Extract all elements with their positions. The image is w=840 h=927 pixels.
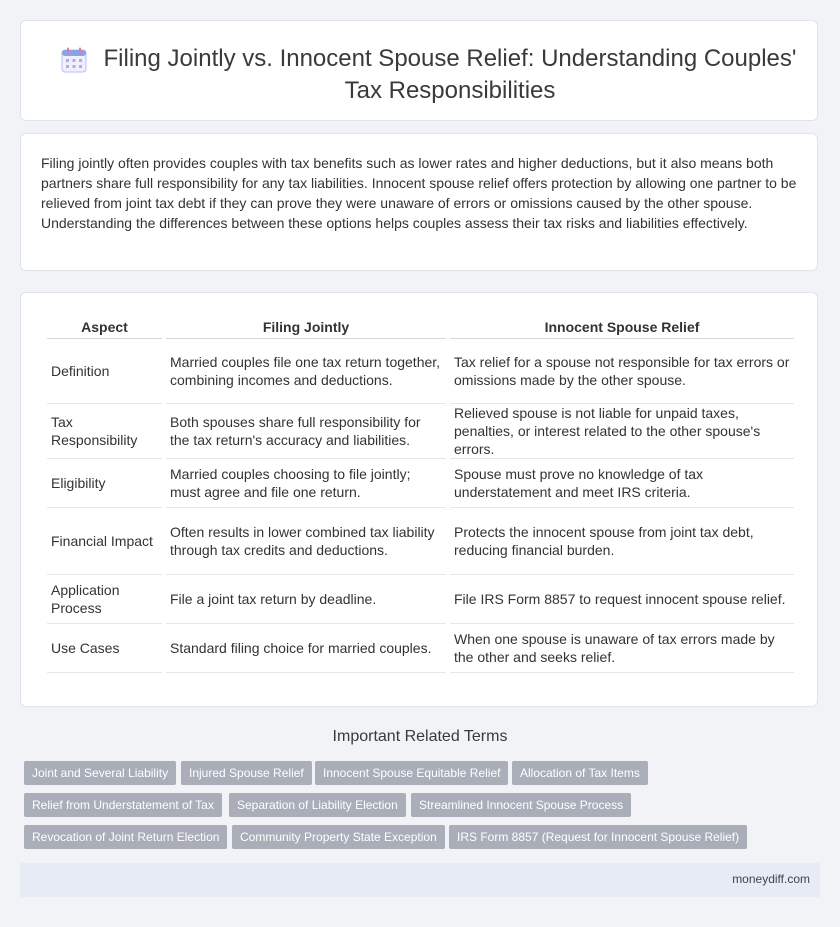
related-term-tag[interactable]: Separation of Liability Election [229,793,406,817]
table-row [47,339,794,404]
cell-aspect: Use Cases [47,624,162,673]
cell-filing-jointly: File a joint tax return by deadline. [166,575,446,624]
cell-aspect: Tax Responsibility [47,404,162,459]
related-term-tag[interactable]: Innocent Spouse Equitable Relief [315,761,508,785]
cell-filing-jointly: Married couples file one tax return together, combining incomes and deductions. [166,339,446,404]
cell-aspect: Application Process [47,575,162,624]
related-term-tag[interactable]: Relief from Understatement of Tax [24,793,222,817]
cell-innocent-spouse: Relieved spouse is not liable for unpaid taxes, penalties, or interest related to the other spouse's errors. [450,404,794,459]
table-row [47,624,794,673]
table-header-row [47,314,794,339]
related-term-tag[interactable]: Revocation of Joint Return Election [24,825,227,849]
cell-innocent-spouse: When one spouse is unaware of tax errors made by the other and seeks relief. [450,624,794,673]
related-term-tag[interactable]: Joint and Several Liability [24,761,176,785]
related-term-tag[interactable]: Injured Spouse Relief [181,761,312,785]
cell-aspect: Financial Impact [47,508,162,575]
cell-filing-jointly: Both spouses share full responsibility for the tax return's accuracy and liabilities. [166,404,446,459]
cell-filing-jointly: Standard filing choice for married couples. [166,624,446,673]
header-aspect: Aspect [47,314,162,339]
comparison-card [20,292,818,707]
cell-aspect: Eligibility [47,459,162,508]
cell-innocent-spouse: Protects the innocent spouse from joint tax debt, reducing financial burden. [450,508,794,575]
cell-aspect: Definition [47,339,162,404]
cell-innocent-spouse: Spouse must prove no knowledge of tax understatement and meet IRS criteria. [450,459,794,508]
footer [20,863,820,897]
cell-innocent-spouse: File IRS Form 8857 to request innocent spouse relief. [450,575,794,624]
related-term-tag[interactable]: Streamlined Innocent Spouse Process [411,793,631,817]
cell-filing-jointly: Married couples choosing to file jointly; must agree and file one return. [166,459,446,508]
footer-site[interactable]: moneydiff.com [732,872,810,886]
related-terms-title: Important Related Terms [332,728,508,745]
header-innocent-spouse-relief: Innocent Spouse Relief [450,314,794,339]
table-row [47,508,794,575]
related-term-tag[interactable]: Community Property State Exception [232,825,445,849]
related-term-tag[interactable]: IRS Form 8857 (Request for Innocent Spouse Relief) [449,825,747,849]
table-row [47,404,794,459]
title-card [20,20,818,121]
table-row [47,459,794,508]
intro-paragraph: Filing jointly often provides couples with tax benefits such as lower rates and higher deductions, but it also means both partners share full responsibility for any tax liabilities. Innocent spouse relief offers protection by allowing one partner to be relieved from joint tax debt if they can prove they were unaware of errors or omissions caused by the other spouse. Understanding the differences between these options helps couples assess their tax risks and liabilities effectively. [41,155,797,231]
cell-filing-jointly: Often results in lower combined tax liability through tax credits and deductions. [166,508,446,575]
table-row [47,575,794,624]
intro-card [20,133,818,271]
related-term-tag[interactable]: Allocation of Tax Items [512,761,648,785]
header-filing-jointly: Filing Jointly [166,314,446,339]
comparison-table [43,314,798,673]
calendar-icon [61,47,87,73]
page-title: Filing Jointly vs. Innocent Spouse Relief: Understanding Couples' Tax Responsibilities [103,45,797,104]
cell-innocent-spouse: Tax relief for a spouse not responsible for tax errors or omissions made by the other spouse. [450,339,794,404]
